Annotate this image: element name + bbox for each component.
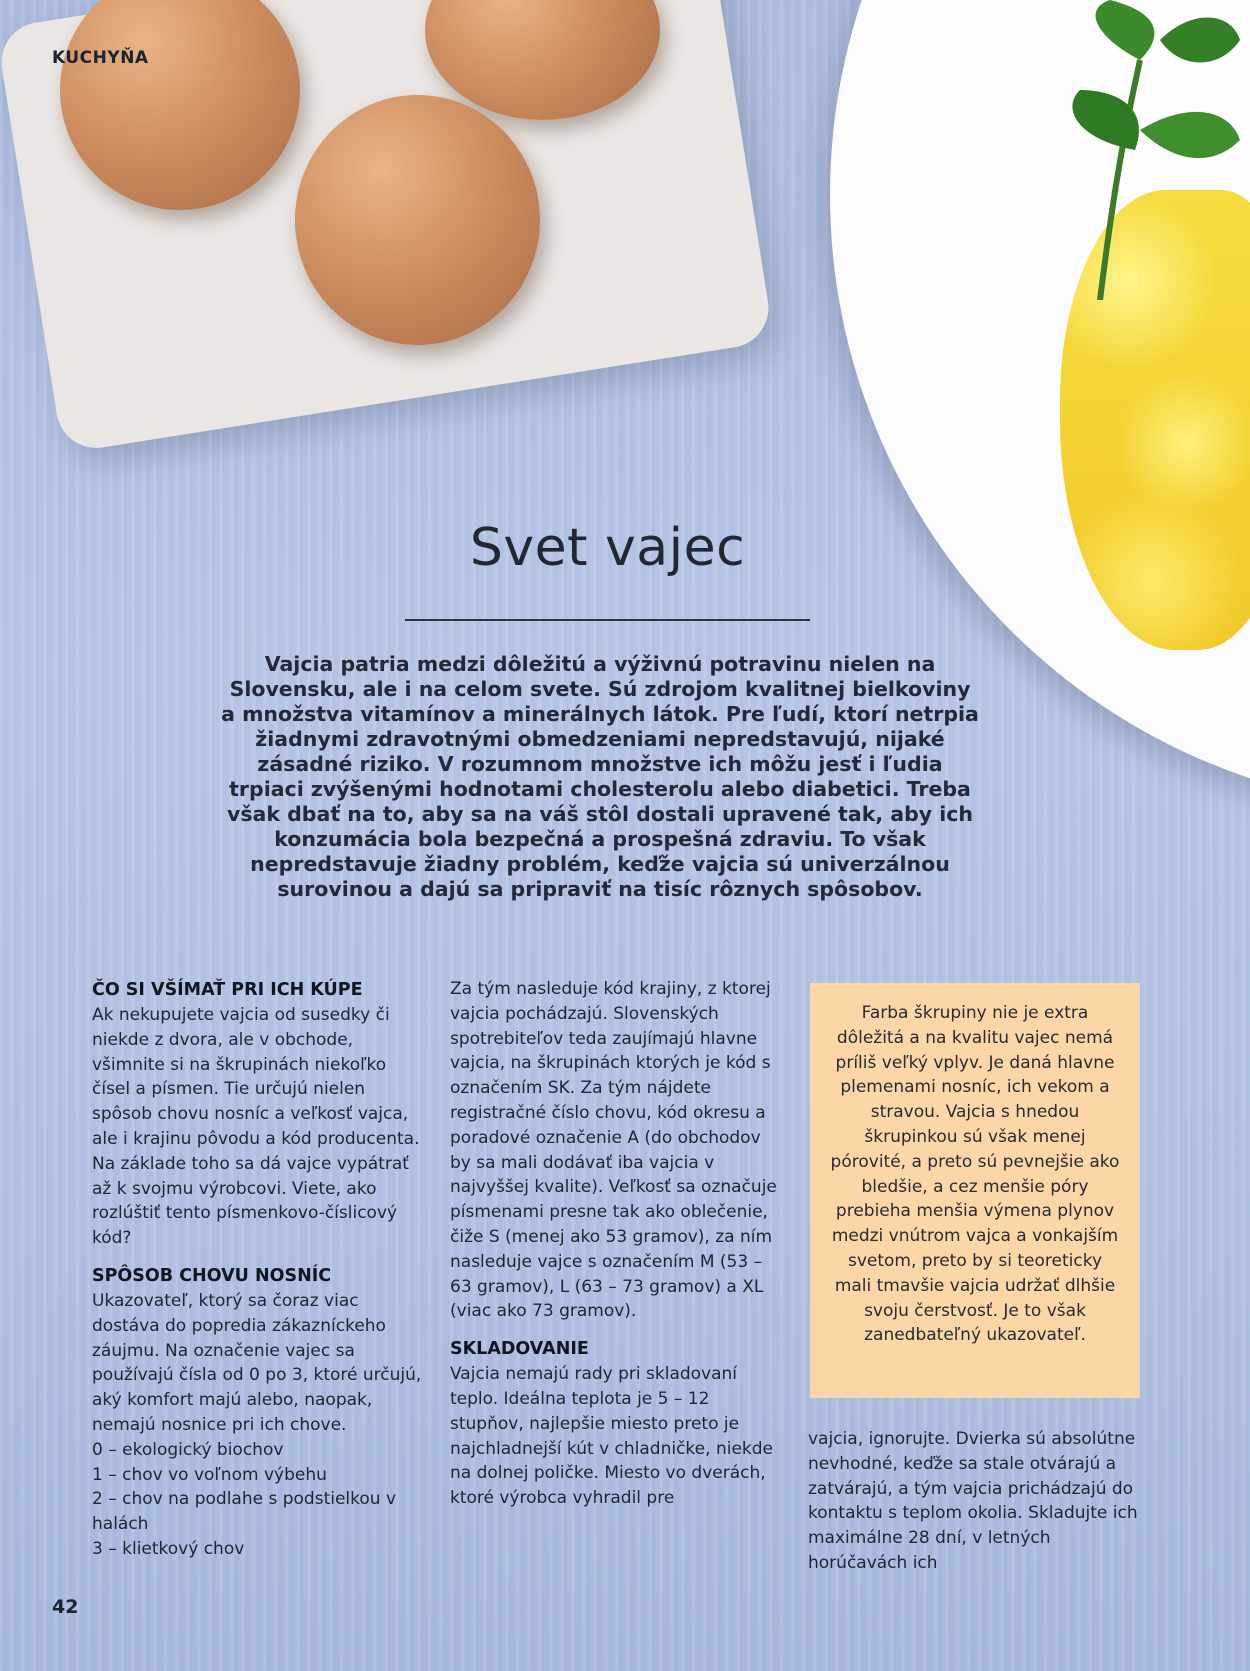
list-item: 3 – klietkový chov — [92, 1538, 245, 1559]
column-middle — [450, 977, 780, 1511]
body-paragraph: Ukazovateľ, ktorý sa čoraz viac dostáva do popredia zákazníckeho záujmu. Na označenie vajec sa používajú čísla od 0 po 3, ktoré určujú, aký komfort majú alebo, naopak, nemajú nosnice pri ich chove. — [92, 1290, 422, 1435]
info-box — [810, 983, 1140, 1398]
body-paragraph: vajcia, ignorujte. Dvierka sú absolútne nevhodné, keďže sa stale otvárajú a zatvárajú, a tým vajcia prichádzajú do kontaktu s teplom okolia. Skladujte ich maximálne 28 dní, v letných horúčavách ich — [808, 1429, 1138, 1573]
info-box-text: Farba škrupiny nie je extra dôležitá a na kvalitu vajec nemá príliš veľký vplyv. Je daná hlavne plemenami nosníc, ich vekom a stravou. Vajcia s hnedou škrupinkou sú však menej pórovité, a preto sú pevnejšie ako bledšie, a cez menšie póry prebieha menšia výmena plynov medzi vnútrom vajca a vonkajším svetom, preto by si teoreticky mali tmavšie vajcia udržať dlhšie svoju čerstvosť. Je to však zanedbateľný ukazovateľ. — [830, 1003, 1120, 1346]
egg-image — [295, 95, 540, 345]
list-item: 0 – ekologický biochov — [92, 1439, 284, 1460]
list-item: 2 – chov na podlahe s podstielkou v halách — [92, 1489, 397, 1535]
column-left — [92, 977, 422, 1562]
housing-code-list — [92, 1438, 422, 1562]
section-heading: SPÔSOB CHOVU NOSNÍC — [92, 1265, 332, 1286]
title-divider — [405, 619, 810, 621]
section-label: KUCHYŇA — [52, 48, 149, 68]
parsley-image — [1040, 0, 1250, 300]
section-heading: SKLADOVANIE — [450, 1339, 589, 1360]
column-right — [808, 1427, 1148, 1576]
body-paragraph: Vajcia nemajú rady pri skladovaní teplo. Ideálna teplota je 5 – 12 stupňov, najlepšie miesto preto je najchladnejší kút v chladničke, niekde na dolnej poličke. Miesto vo dverách, ktoré výrobca vyhradil pre — [450, 1364, 773, 1509]
body-paragraph: Ak nekupujete vajcia od susedky či niekde z dvora, ale v obchode, všimnite si na škrupinách niekoľko čísel a písmen. Tie určujú nielen spôsob chovu nosníc a veľkosť vajca, ale i krajinu pôvodu a kód producenta. Na základe toho sa dá vajce vypátrať až k svojmu výrobcovi. Viete, ako rozlúštiť tento písmenkovo-číslicový kód? — [92, 1005, 420, 1249]
lead-paragraph: Vajcia patria medzi dôležitú a výživnú potravinu nielen na Slovensku, ale i na celom svete. Sú zdrojom kvalitnej bielkoviny a množstva vitamínov a minerálnych látok. Pre ľudí, ktorí netrpia žiadnymi zdravotnými obmedzeniami nepredstavujú, nijaké zásadné riziko. V rozumnom množstve ich môžu jesť i ľudia trpiaci zvýšenými hodnotami cholesterolu alebo diabetici. Treba však dbať na to, aby sa na váš stôl dostali upravené tak, aby ich konzumácia bola bezpečná a prospešná zdraviu. To však nepredstavuje žiadny problém, keďže vajcia sú univerzálnou surovinou a dajú sa pripraviť na tisíc rôznych spôsobov. — [221, 652, 979, 901]
page-title: Svet vajec — [469, 518, 746, 578]
section-heading: ČO SI VŠÍMAŤ PRI ICH KÚPE — [92, 980, 363, 1000]
list-item: 1 – chov vo voľnom výbehu — [92, 1464, 327, 1485]
body-paragraph: Za tým nasleduje kód krajiny, z ktorej vajcia pochádzajú. Slovenských spotrebiteľov teda zaujímajú hlavne vajcia, na škrupinách ktorých je kód s označením SK. Za tým nájdete registračné číslo chovu, kód okresu a poradové označenie A (do obchodov by sa mali dodávať iba vajcia v najvyššej kvalite). Veľkosť sa označuje písmenami presne tak ako oblečenie, čiže S (menej ako 53 gramov), za ním nasleduje vajce s označením M (53 – 63 gramov), L (63 – 73 gramov) a XL (viac ako 73 gramov). — [450, 979, 777, 1322]
page-number: 42 — [52, 1596, 79, 1618]
